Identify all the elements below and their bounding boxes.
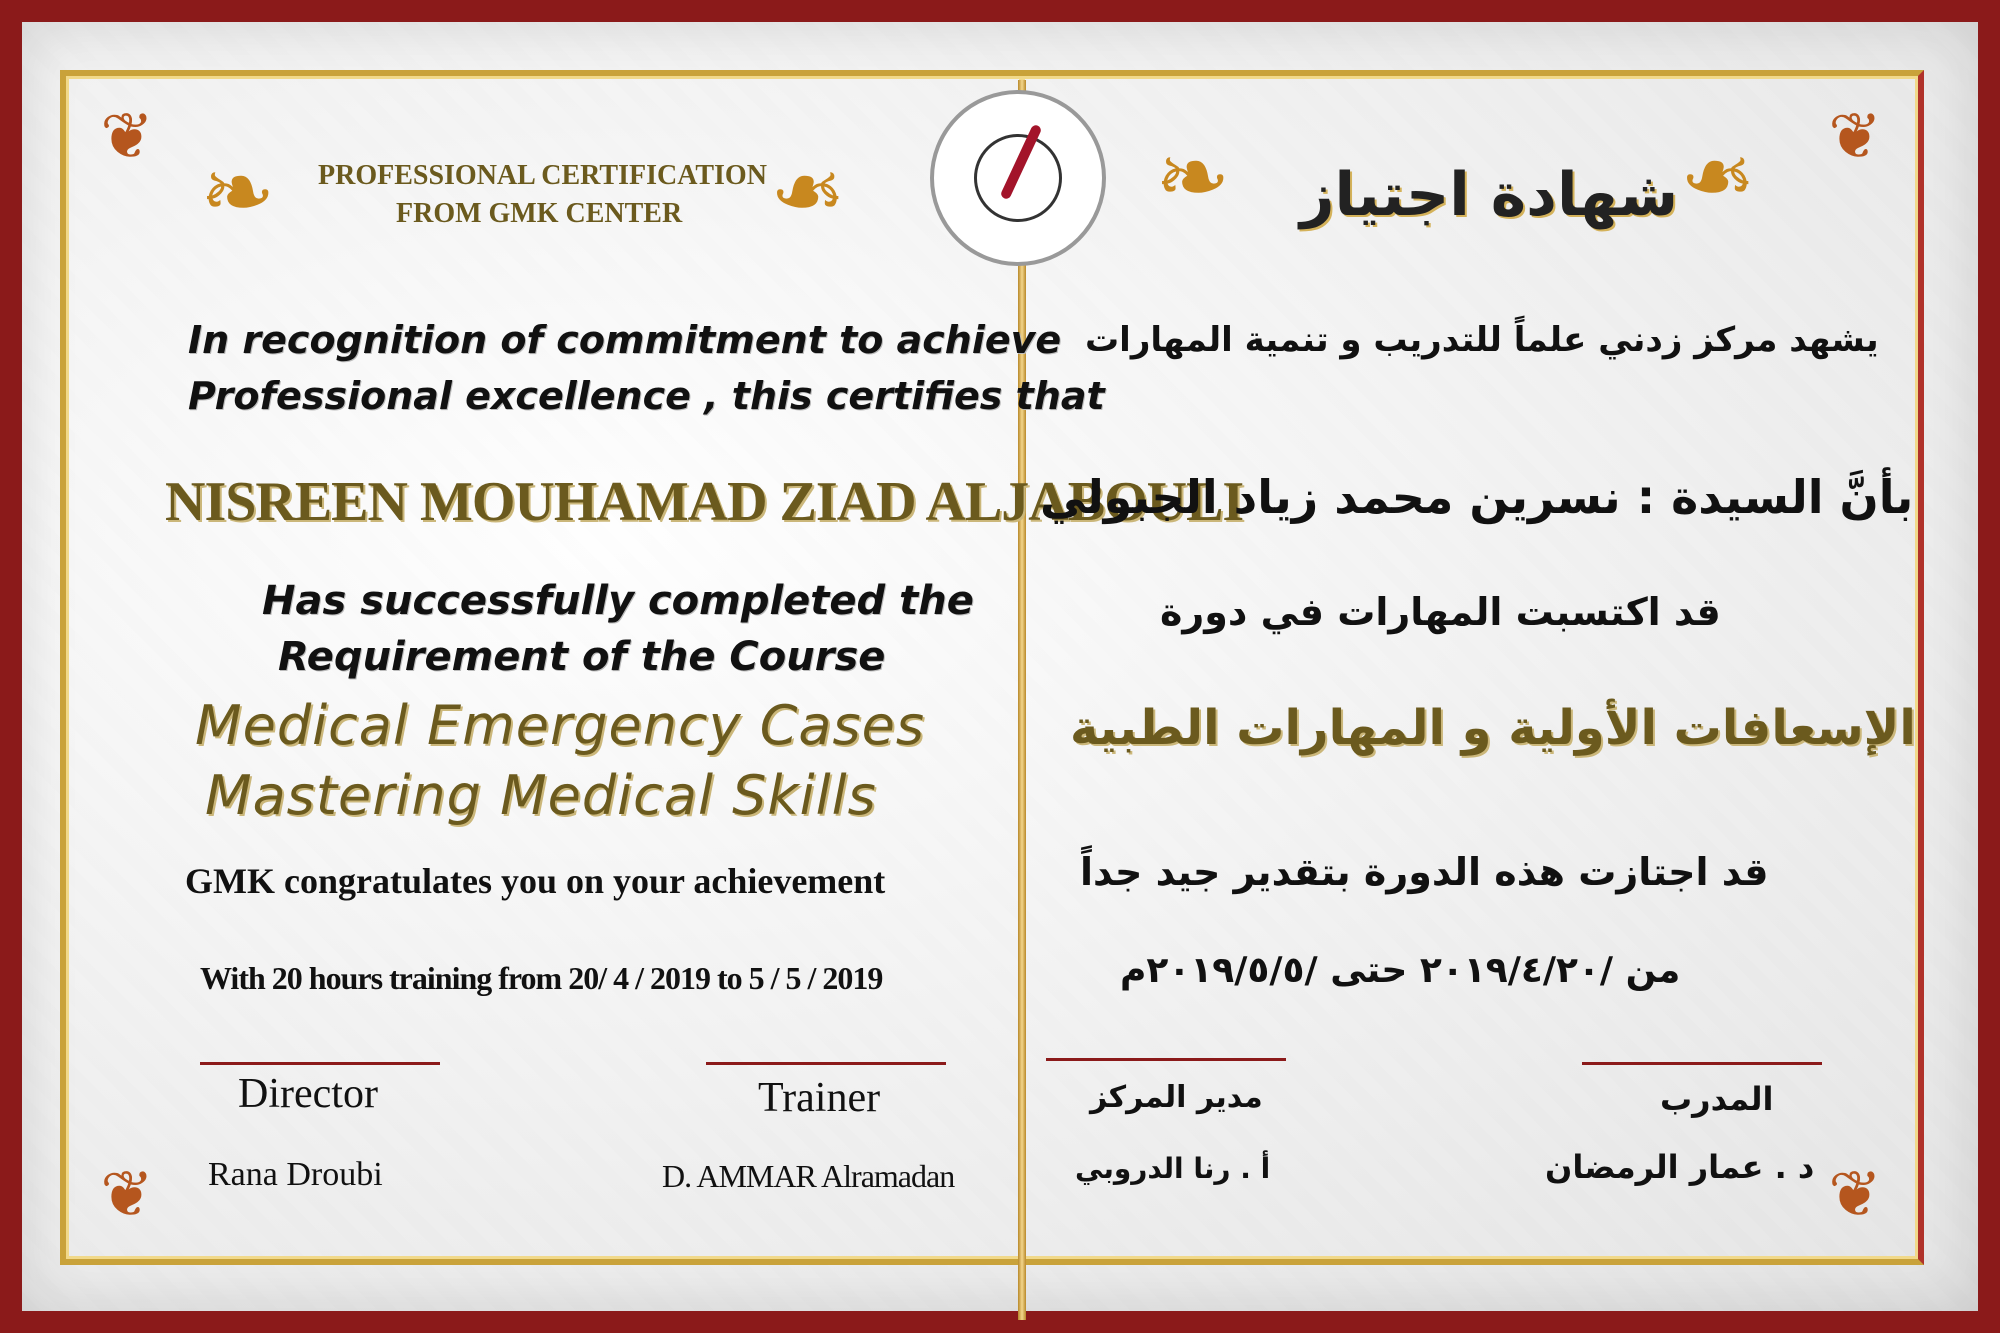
director-name: Rana Droubi xyxy=(208,1156,383,1193)
flourish-icon: ❧ xyxy=(1680,125,1756,230)
completed-en-line2: Requirement of the Course xyxy=(278,634,886,680)
congrats-en: GMK congratulates you on your achievement xyxy=(185,861,886,901)
signature-line xyxy=(706,1062,946,1065)
header-en-line1: PROFESSIONAL CERTIFICATION xyxy=(318,160,767,191)
hours-en: With 20 hours training from 20/ 4 / 2019 to 5 / 5 / 2019 xyxy=(200,960,883,996)
flourish-icon: ❧ xyxy=(200,140,276,245)
corner-ornament-icon: ❦ xyxy=(100,100,154,174)
signature-line xyxy=(1046,1058,1286,1061)
intro-en-line2: Professional excellence , this certifies that xyxy=(188,374,1105,418)
course-en-line1: Medical Emergency Cases xyxy=(195,694,926,757)
trainer-name-ar: د . عمار الرمضان xyxy=(1545,1148,1815,1186)
director-label: Director xyxy=(238,1071,378,1117)
header-ar-title: شهادة اجتياز xyxy=(1300,160,1679,230)
intro-ar: يشهد مركز زدني علماً للتدريب و تنمية المهارات xyxy=(1085,320,1879,360)
recipient-name-en: NISREEN MOUHAMAD ZIAD ALJABOULI xyxy=(165,471,1244,533)
dates-ar: من /٢٠١٩/٤/٢٠ حتى /٢٠١٩/٥/٥م xyxy=(1120,950,1681,991)
director-label-ar: مدير المركز xyxy=(1090,1080,1263,1115)
grade-ar: قد اجتازت هذه الدورة بتقدير جيد جداً xyxy=(1080,850,1769,894)
flourish-icon: ❧ xyxy=(770,140,846,245)
intro-en-line1: In recognition of commitment to achieve xyxy=(188,318,1062,362)
course-ar: الإسعافات الأولية و المهارات الطبية xyxy=(1070,700,1916,756)
completed-ar: قد اكتسبت المهارات في دورة xyxy=(1160,590,1721,634)
header-en-line2: FROM GMK CENTER xyxy=(396,198,683,229)
signature-line xyxy=(1582,1062,1822,1065)
recipient-name-ar: بأنَّ السيدة : نسرين محمد زياد الجبولي xyxy=(1040,470,1914,524)
gmk-logo xyxy=(930,90,1106,266)
signature-line xyxy=(200,1062,440,1065)
corner-ornament-icon: ❦ xyxy=(100,1158,154,1232)
corner-ornament-icon: ❦ xyxy=(1828,100,1882,174)
corner-ornament-icon: ❦ xyxy=(1828,1158,1882,1232)
director-name-ar: أ . رنا الدروبي xyxy=(1075,1152,1271,1185)
course-en-line2: Mastering Medical Skills xyxy=(205,764,877,827)
trainer-name: D. AMMAR Alramadan xyxy=(662,1158,955,1194)
trainer-label-ar: المدرب xyxy=(1660,1080,1774,1118)
completed-en-line1: Has successfully completed the xyxy=(262,578,974,624)
flourish-icon: ❧ xyxy=(1155,125,1231,230)
center-divider xyxy=(1018,80,1026,1320)
trainer-label: Trainer xyxy=(758,1075,881,1121)
